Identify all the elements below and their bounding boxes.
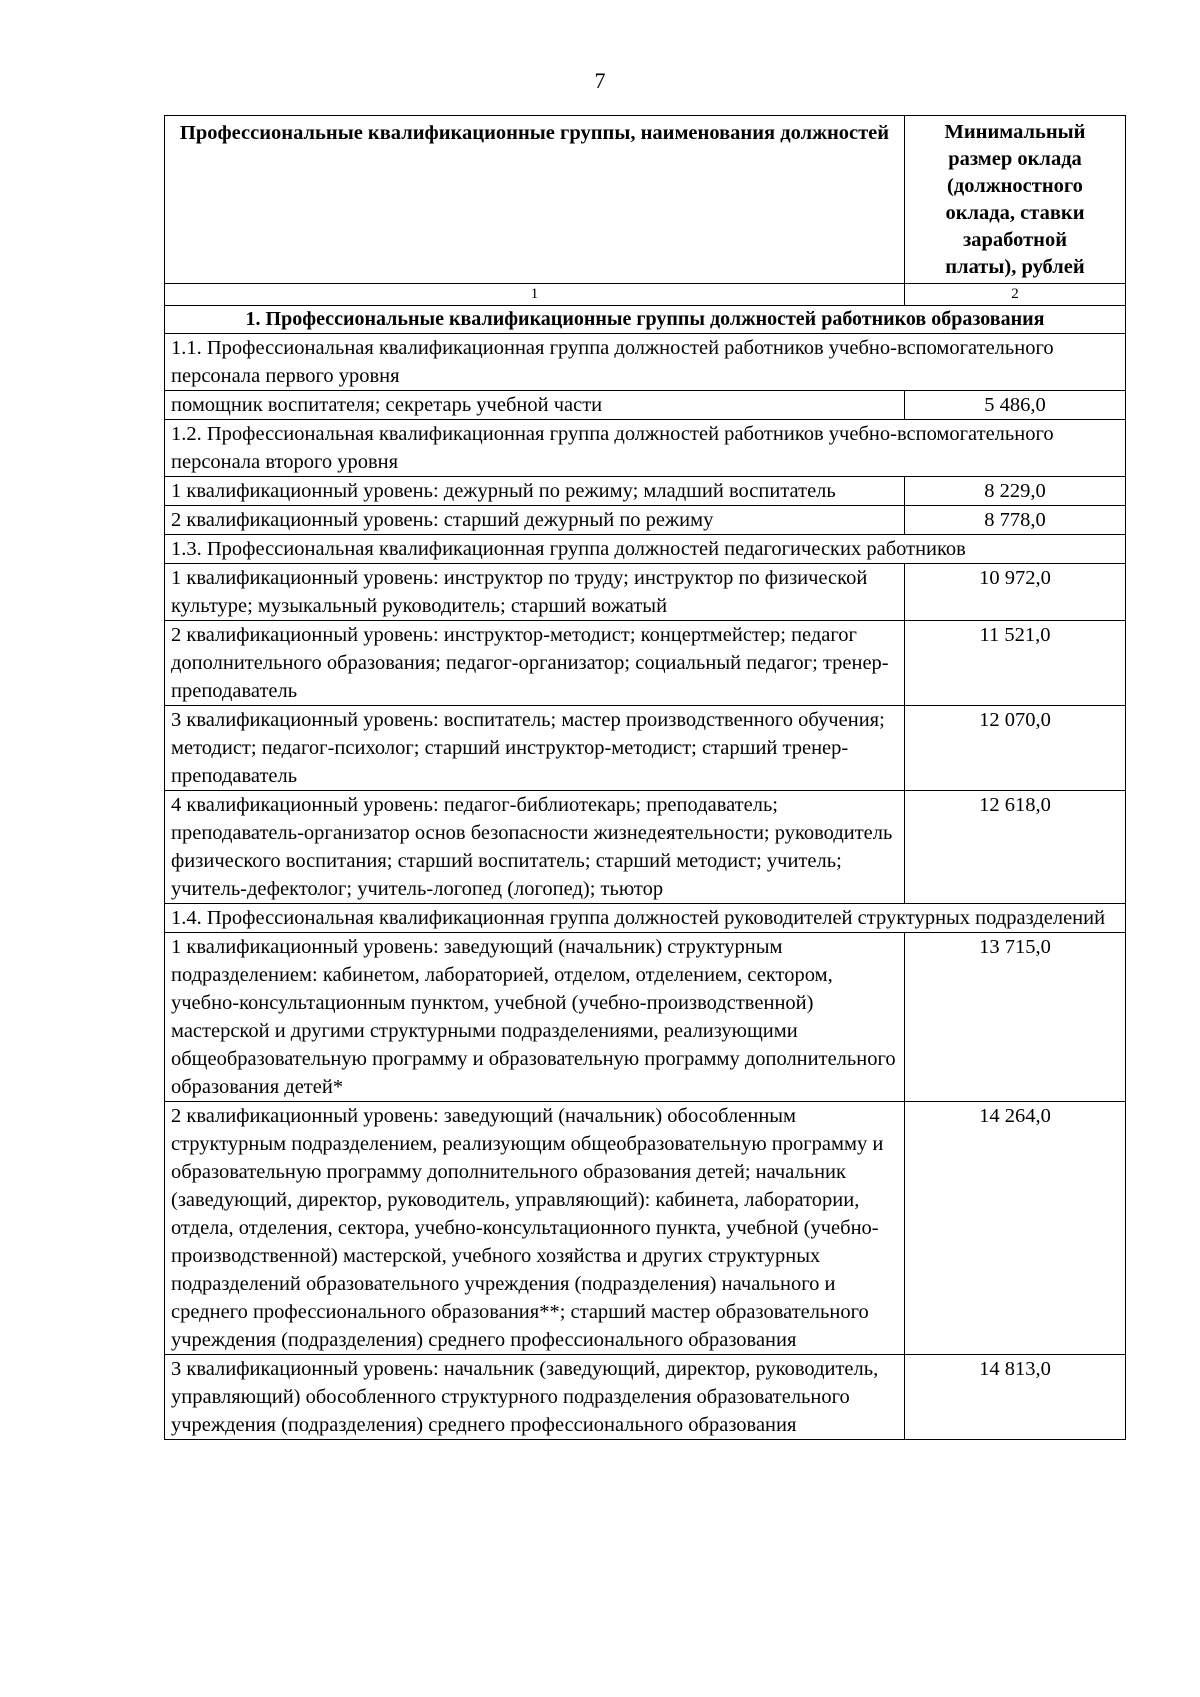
group-title: 1.2. Профессиональная квалификационная группа должностей работников учебно-вспомогательного персонала второго уровня	[165, 420, 1126, 477]
group-title: 1.3. Профессиональная квалификационная группа должностей педагогических работников	[165, 535, 1126, 564]
salary-cell: 5 486,0	[905, 391, 1126, 420]
position-cell: 1 квалификационный уровень: заведующий (начальник) структурным подразделением: кабинетом, лабораторией, отделом, отделением, сектором, учебно-консультационным пунктом, учебной (учебно-производственной) мастерской и другими структурными подразделениями, реализующими общеобразовательную программу и образовательную программу дополнительного образования детей*	[165, 933, 905, 1102]
position-cell: 2 квалификационный уровень: старший дежурный по режиму	[165, 506, 905, 535]
header-salary-line: платы), рублей	[945, 256, 1085, 278]
section-row	[165, 306, 1126, 334]
position-cell: 4 квалификационный уровень: педагог-библиотекарь; преподаватель; преподаватель-организатор основ безопасности жизнедеятельности; руководитель физического воспитания; старший воспитатель; старший методист; учитель; учитель-дефектолог; учитель-логопед (логопед); тьютор	[165, 791, 905, 904]
table-row	[165, 706, 1126, 791]
salary-cell: 12 070,0	[905, 706, 1126, 791]
salary-cell: 10 972,0	[905, 564, 1126, 621]
group-title: 1.4. Профессиональная квалификационная группа должностей руководителей структурных подразделений	[165, 904, 1126, 933]
salary-cell: 13 715,0	[905, 933, 1126, 1102]
position-cell: помощник воспитателя; секретарь учебной части	[165, 391, 905, 420]
header-salary-line: Минимальный	[944, 121, 1086, 143]
table-row	[165, 564, 1126, 621]
salary-cell: 8 778,0	[905, 506, 1126, 535]
header-salary-line: (должностного	[947, 175, 1083, 197]
position-cell: 2 квалификационный уровень: инструктор-методист; концертмейстер; педагог дополнительного образования; педагог-организатор; социальный педагог; тренер-преподаватель	[165, 621, 905, 706]
header-positions: Профессиональные квалификационные группы, наименования должностей	[165, 116, 905, 284]
table-row	[165, 391, 1126, 420]
table-row	[165, 477, 1126, 506]
position-cell: 3 квалификационный уровень: начальник (заведующий, директор, руководитель, управляющий) обособленного структурного подразделения образовательного учреждения (подразделения) среднего профессионального образования	[165, 1355, 905, 1440]
header-salary-line: заработной	[962, 229, 1068, 251]
position-cell: 1 квалификационный уровень: инструктор по труду; инструктор по физической культуре; музыкальный руководитель; старший вожатый	[165, 564, 905, 621]
column-number: 1	[165, 284, 905, 306]
table-row	[165, 1102, 1126, 1355]
position-cell: 2 квалификационный уровень: заведующий (начальник) обособленным структурным подразделением, реализующим общеобразовательную программу и образовательную программу дополнительного образования детей; начальник (заведующий, директор, руководитель, управляющий): кабинета, лаборатории, отдела, отделения, сектора, учебно-консультационного пункта, учебной (учебно-производственной) мастерской, учебного хозяйства и других структурных подразделений образовательного учреждения (подразделения) начального и среднего профессионального образования**; старший мастер образовательного учреждения (подразделения) среднего профессионального образования	[165, 1102, 905, 1355]
column-number-row	[165, 284, 1126, 306]
header-salary-line: оклада, ставки	[945, 202, 1085, 224]
table-row	[165, 506, 1126, 535]
salary-cell: 11 521,0	[905, 621, 1126, 706]
group-row	[165, 904, 1126, 933]
position-cell: 1 квалификационный уровень: дежурный по режиму; младший воспитатель	[165, 477, 905, 506]
column-number: 2	[905, 284, 1126, 306]
header-salary	[905, 116, 1126, 284]
page-number: 7	[594, 68, 606, 93]
salary-cell: 12 618,0	[905, 791, 1126, 904]
table-row	[165, 1355, 1126, 1440]
salary-cell: 14 264,0	[905, 1102, 1126, 1355]
salary-cell: 8 229,0	[905, 477, 1126, 506]
table-row	[165, 791, 1126, 904]
table-row	[165, 621, 1126, 706]
section-title: 1. Профессиональные квалификационные группы должностей работников образования	[165, 306, 1126, 334]
table-header-row	[165, 116, 1126, 284]
position-cell: 3 квалификационный уровень: воспитатель; мастер производственного обучения; методист; педагог-психолог; старший инструктор-методист; старший тренер-преподаватель	[165, 706, 905, 791]
group-row	[165, 334, 1126, 391]
salary-table	[164, 115, 1126, 1440]
table-row	[165, 933, 1126, 1102]
group-row	[165, 420, 1126, 477]
salary-cell: 14 813,0	[905, 1355, 1126, 1440]
group-row	[165, 535, 1126, 564]
header-salary-line: размер оклада	[948, 148, 1082, 170]
group-title: 1.1. Профессиональная квалификационная группа должностей работников учебно-вспомогательного персонала первого уровня	[165, 334, 1126, 391]
